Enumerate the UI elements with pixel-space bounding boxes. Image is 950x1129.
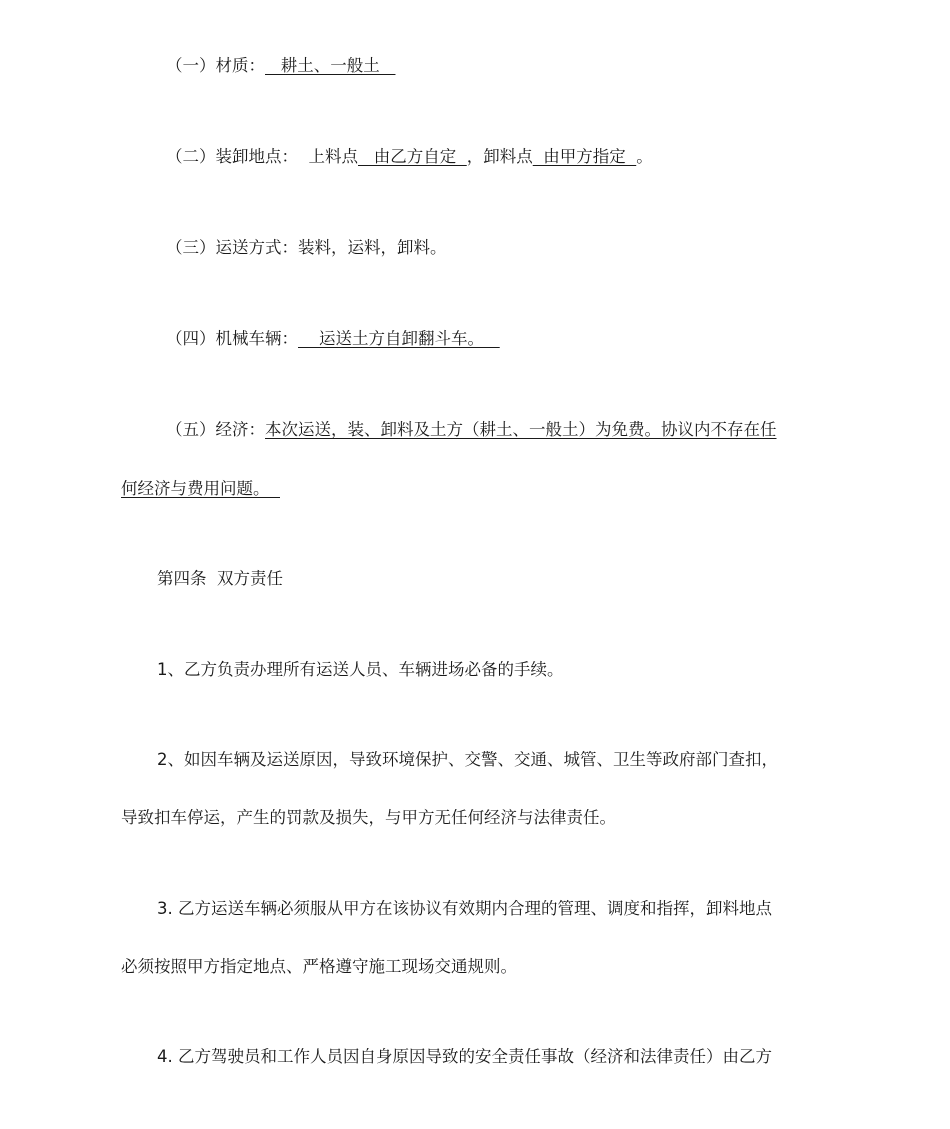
material-item [166, 54, 395, 78]
material-value: 耕土、一般土 [265, 56, 396, 75]
transport-method-item [166, 236, 447, 260]
responsibility-paragraph-2 [157, 748, 778, 772]
paragraph-text: 4. 乙方驾驶员和工作人员因自身原因导致的安全责任事故（经济和法律责任）由乙方 [157, 1047, 772, 1066]
vehicle-value: 运送土方自卸翻斗车。 [298, 329, 500, 348]
unloading-point-value: 由甲方指定 [532, 147, 637, 166]
unloading-point-label: ，卸料点 [466, 147, 533, 166]
economy-item [166, 418, 777, 442]
article-4-heading [157, 567, 283, 591]
paragraph-text: 3. 乙方运送车辆必须服从甲方在该协议有效期内合理的管理、调度和指挥，卸料地点 [157, 899, 772, 918]
paragraph-text: 2、如因车辆及运送原因，导致环境保护、交警、交通、城管、卫生等政府部门查扣， [157, 750, 778, 769]
paragraph-text: 必须按照甲方指定地点、严格遵守施工现场交通规则。 [121, 957, 517, 976]
paragraph-text: 导致扣车停运，产生的罚款及损失，与甲方无任何经济与法律责任。 [121, 808, 616, 827]
economy-value-line1: 本次运送，装、卸料及土方（耕土、一般土）为免费。协议内不存在任 [265, 420, 777, 439]
responsibility-paragraph-2-continued [121, 806, 616, 830]
economy-item-continued [121, 477, 280, 501]
economy-label: （五）经济： [166, 420, 265, 439]
paragraph-text: 1、乙方负责办理所有运送人员、车辆进场必备的手续。 [157, 660, 564, 679]
loading-location-item [166, 145, 653, 169]
loading-point-value: 由乙方自定 [358, 147, 467, 166]
article-4-title: 第四条 双方责任 [157, 569, 283, 588]
responsibility-paragraph-3-continued [121, 955, 517, 979]
responsibility-paragraph-1 [157, 658, 564, 682]
loading-location-label: （二）装卸地点： 上料点 [166, 147, 358, 166]
vehicle-label: （四）机械车辆： [166, 329, 298, 348]
responsibility-paragraph-4 [157, 1045, 772, 1069]
economy-value-line2: 何经济与费用问题。 [121, 479, 280, 498]
transport-method-text: （三）运送方式：装料，运料，卸料。 [166, 238, 447, 257]
sentence-end: 。 [636, 147, 653, 166]
vehicle-item [166, 327, 500, 351]
material-label: （一）材质： [166, 56, 265, 75]
responsibility-paragraph-3 [157, 897, 772, 921]
